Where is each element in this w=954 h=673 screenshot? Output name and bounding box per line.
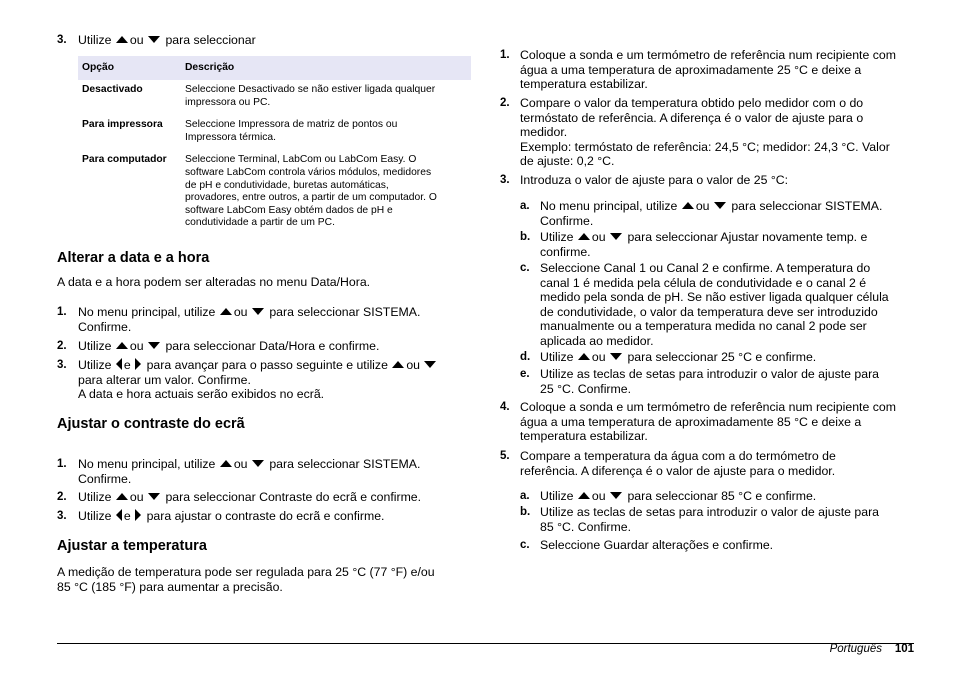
substep-letter: c. — [520, 539, 530, 551]
right-step-5c: Seleccione Guardar alterações e confirme. — [540, 538, 774, 552]
substep-letter: a. — [520, 200, 530, 212]
up-arrow-icon — [682, 202, 694, 209]
contrast-step-1: No menu principal, utilize ou para seleccionar SISTEMA. Confirme. — [78, 457, 421, 486]
table-header-option: Opção — [78, 56, 181, 80]
down-arrow-icon — [610, 353, 622, 360]
right-arrow-icon — [135, 358, 141, 370]
step-number: 2. — [57, 340, 67, 352]
section-heading-date: Alterar a data e a hora — [57, 250, 210, 266]
right-step-5b: Utilize as teclas de setas para introduzir o valor de ajuste para 85 °C. Confirme. — [540, 505, 880, 534]
right-step-3a: No menu principal, utilize ou para seleccionar SISTEMA. Confirme. — [540, 199, 883, 228]
down-arrow-icon — [148, 493, 160, 500]
up-arrow-icon — [116, 342, 128, 349]
step-number: 5. — [500, 450, 510, 462]
substep-letter: c. — [520, 262, 530, 274]
right-step-3: Introduza o valor de ajuste para o valor de 25 °C: — [520, 173, 789, 187]
up-arrow-icon — [392, 361, 404, 368]
up-arrow-icon — [116, 493, 128, 500]
footer-rule — [57, 643, 914, 644]
down-arrow-icon — [610, 233, 622, 240]
step-number: 1. — [500, 49, 510, 61]
left-arrow-icon — [116, 509, 122, 521]
up-arrow-icon — [578, 492, 590, 499]
step-number: 3. — [57, 359, 67, 371]
right-step-3b: Utilize ou para seleccionar Ajustar novamente temp. e confirme. — [540, 230, 868, 259]
section-heading-temperature: Ajustar a temperatura — [57, 538, 207, 554]
table-cell-key: Desactivado — [82, 84, 143, 95]
step-number: 3. — [57, 510, 67, 522]
substep-letter: d. — [520, 351, 531, 363]
right-step-1: Coloque a sonda e um termómetro de referência num recipiente com água a uma temperatura de aproximadamente 25 °C e deixe a temperatura estabilizar. — [520, 48, 896, 92]
substep-letter: a. — [520, 490, 530, 502]
right-step-4: Coloque a sonda e um termómetro de referência num recipiente com água a uma temperatura de aproximadamente 85 °C e deixe a temperatura estabilizar. — [520, 400, 896, 444]
page-number: 101 — [894, 643, 914, 655]
substep-letter: e. — [520, 368, 530, 380]
right-step-3e: Utilize as teclas de setas para introduzir o valor de ajuste para 25 °C. Confirme. — [540, 367, 880, 396]
up-arrow-icon — [220, 308, 232, 315]
up-arrow-icon — [578, 353, 590, 360]
temperature-intro: A medição de temperatura pode ser regulada para 25 °C (77 °F) e/ou 85 °C (185 °F) para aumentar a precisão. — [57, 565, 435, 594]
table-cell-key: Para impressora — [82, 119, 163, 131]
step-number: 2. — [57, 491, 67, 503]
down-arrow-icon — [252, 460, 264, 467]
step-number: 3. — [500, 174, 510, 186]
table-header-description: Descrição — [181, 56, 471, 80]
date-step-2: Utilize ou para seleccionar Data/Hora e confirme. — [78, 339, 380, 353]
footer-language: Português — [829, 643, 882, 655]
contrast-step-2: Utilize ou para seleccionar Contraste do ecrã e confirme. — [78, 490, 422, 504]
substep-letter: b. — [520, 506, 531, 518]
step-text: Utilize ou para seleccionar — [78, 33, 256, 47]
date-intro: A data e a hora podem ser alteradas no menu Data/Hora. — [57, 275, 371, 289]
right-arrow-icon — [135, 509, 141, 521]
table-cell-desc: Seleccione Impressora de matriz de pontos ou Impressora térmica. — [185, 119, 398, 143]
table-row — [78, 80, 471, 109]
up-arrow-icon — [578, 233, 590, 240]
step-number: 2. — [500, 97, 510, 109]
table-cell-key: Para computador — [82, 154, 167, 166]
date-step-3: Utilize e para avançar para o passo seguinte e utilize ou para alterar um valor. Confirme. A data e hora actuais serão exibidos no ecrã. — [78, 358, 438, 402]
contrast-step-3: Utilize e para ajustar o contraste do ecrã e confirme. — [78, 509, 385, 523]
table-cell-desc: Seleccione Terminal, LabCom ou LabCom Easy. O software LabCom controla vários módulos, medidores de pH e condutividade, buretas automáticas, provadores, entre outros, a partir de um computador. O software LabCom Easy obtém dados de pH e condutividade a partir de um PC. — [185, 154, 437, 229]
table-row — [78, 144, 471, 230]
table-header-row — [78, 56, 471, 80]
step-number: 3. — [57, 34, 67, 46]
options-table — [78, 56, 471, 230]
right-step-5a: Utilize ou para seleccionar 85 °C e confirme. — [540, 489, 817, 503]
down-arrow-icon — [148, 36, 160, 43]
left-arrow-icon — [116, 358, 122, 370]
up-arrow-icon — [220, 460, 232, 467]
step-number: 4. — [500, 401, 510, 413]
down-arrow-icon — [424, 361, 436, 368]
down-arrow-icon — [252, 308, 264, 315]
table-cell-desc: Seleccione Desactivado se não estiver ligada qualquer impressora ou PC. — [185, 84, 436, 108]
right-step-5: Compare a temperatura da água com a do termómetro de referência. A diferença é o valor de ajuste para o medidor. — [520, 449, 836, 478]
substep-letter: b. — [520, 231, 531, 243]
step-number: 1. — [57, 458, 67, 470]
right-step-2: Compare o valor da temperatura obtido pelo medidor com o do termóstato de referência. A diferença é o valor de ajuste para o medidor. Exemplo: termóstato de referência: 24,5 °C; medidor: 24,3 °C. Valor de ajuste: 0,2 °C. — [520, 96, 890, 169]
down-arrow-icon — [610, 492, 622, 499]
down-arrow-icon — [148, 342, 160, 349]
step-number: 1. — [57, 306, 67, 318]
down-arrow-icon — [714, 202, 726, 209]
table-row — [78, 109, 471, 144]
date-step-1: No menu principal, utilize ou para seleccionar SISTEMA. Confirme. — [78, 305, 421, 334]
section-heading-contrast: Ajustar o contraste do ecrã — [57, 416, 245, 432]
right-step-3d: Utilize ou para seleccionar 25 °C e confirme. — [540, 350, 817, 364]
right-step-3c: Seleccione Canal 1 ou Canal 2 e confirme. A temperatura do canal 1 é medida pela célula de condutividade e o canal 2 é medido pela sonda de pH. Se não estiver ligada qualquer célula de condutividade, o valor da temperatura deve ser introduzido manualmente ou a temperatura medida no canal 2 pode ser aplicada ao medidor. — [540, 261, 889, 348]
up-arrow-icon — [116, 36, 128, 43]
